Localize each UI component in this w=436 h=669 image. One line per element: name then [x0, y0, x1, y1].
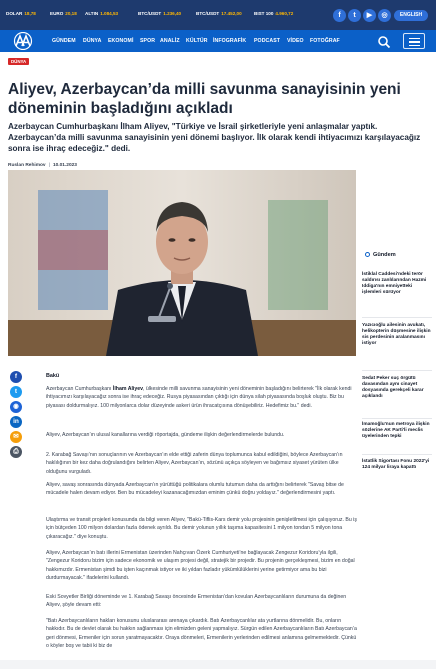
- aa-logo-icon[interactable]: [7, 32, 39, 50]
- ticker-btc-2[interactable]: BTC/USDT 17.452,00: [196, 11, 242, 16]
- main-navigation: [0, 30, 436, 52]
- ticker-altin[interactable]: ALTIN 1.084,53: [85, 11, 119, 16]
- nav-spor[interactable]: SPOR: [140, 38, 156, 44]
- language-switch-button[interactable]: ENGLISH: [394, 10, 428, 21]
- article-paragraph: Aliyev, savaş sonrasında dünyada Azerbaycan’ın yürüttüğü politikalara olumlu tutumun daha da arttığını belirterek "Savaş bitse de mücadele halen devam ediyor. Ben bu mücadeleyi kazanacağımızdan eminim çünkü doğru yoldayız." değerlendirmesini yaptı.: [46, 482, 344, 497]
- ticker-dolar[interactable]: DOLAR 18,78: [6, 11, 36, 16]
- ticker-bist[interactable]: BIST 100 4.960,72: [254, 11, 294, 16]
- share-facebook-icon[interactable]: f: [10, 371, 22, 383]
- article-meta: Ruslan Rehimov | 10.01.2023: [8, 163, 77, 168]
- sidebar-heading: Gündem: [365, 252, 396, 258]
- sidebar-divider: [362, 418, 432, 419]
- hamburger-menu-icon[interactable]: [403, 33, 425, 49]
- facebook-icon[interactable]: f: [333, 9, 346, 22]
- sidebar-divider: [362, 454, 432, 455]
- article-dateline: Bakü: [46, 373, 60, 379]
- article-hero-photo: [8, 170, 356, 356]
- search-icon[interactable]: [377, 35, 391, 49]
- nav-gundem[interactable]: GÜNDEM: [52, 38, 76, 44]
- share-linkedin-icon[interactable]: in: [10, 416, 22, 428]
- sidebar-news-item[interactable]: İstatlik Sigortası Fonu 2022'yi 124 milyar liraya kapattı: [362, 459, 430, 470]
- article-title: Aliyev, Azerbaycan’da milli savunma sanayisinin yeni döneminin başladığını açıkladı: [8, 81, 401, 117]
- instagram-icon[interactable]: ◎: [378, 9, 391, 22]
- nav-analiz[interactable]: ANALİZ: [160, 38, 180, 44]
- dot-icon: [365, 252, 370, 257]
- page-bottom-strip: [0, 660, 436, 669]
- article-paragraph: 2. Karabağ Savaşı’nın sonuçlarının ve Azerbaycan’ın elde ettiği zaferin dünya toplumunca kabul edildiğini, böylece Azerbaycan’ın haklılığının bir kez daha doğrulandığını belirten Aliyev, Azerbaycan’ın, sözünü açıkça söyleyen ve bağımsız siyaset yürüten ülke olduğunu vurguladı.: [46, 452, 343, 475]
- sidebar-news-item[interactable]: Sedat Peker suç örgütü davasından aynı cinayet dosyasında gerekçeli karar açıklandı: [362, 376, 424, 399]
- market-ticker-bar: [0, 0, 436, 30]
- sidebar-news-item[interactable]: Yazıcıoğlu ailesinin avukatı, helikopterin düşmesine ilişkin sis perdesinin aralanmasını istiyor: [362, 323, 431, 346]
- ticker-euro[interactable]: EURO 20,18: [50, 11, 77, 16]
- nav-infografik[interactable]: İNFOGRAFİK: [213, 38, 247, 44]
- category-badge[interactable]: DÜNYA: [8, 58, 29, 65]
- youtube-icon[interactable]: ▶: [363, 9, 376, 22]
- author-name[interactable]: Ruslan Rehimov: [8, 163, 46, 168]
- share-twitter-icon[interactable]: t: [10, 386, 22, 398]
- article-paragraph: "Batı Azerbaycanlıların hakları konusunu uluslararası arenaya çıkardık. Batı Azerbaycanlılar ata yurtlarına dönmelidir. Bu, onların hakkıdır. Bu de devlet olarak bu hakkın sağlanması için elimizden geleni yapmalıyız. Sürgün edilen Azerbaycanlıların Batı Azerbaycan’a geri dönmesi, Ermeniler için sorun yaratmayacaktır. Oraya dönmeleri, Ermenilerin yerlerinden edilmesi anlamına gelmemektedir. Çünkü o köyler boş ve tabii ki biz de: [46, 618, 357, 650]
- ticker-btc-1[interactable]: BTC/USDT 1.236,40: [138, 11, 182, 16]
- nav-ekonomi[interactable]: EKONOMİ: [108, 38, 134, 44]
- sidebar-news-item[interactable]: İstiklal Caddesi'ndeki terör saldırısı zanlılarından Hazmi Iddiga'nın emniyetteki işlemleri sürüyor: [362, 272, 427, 295]
- article-lead: Azerbaycan Cumhurbaşkanı İlham Aliyev, "Türkiye ve İsrail şirketleriyle yeni anlaşmalar yaptık. Azerbaycan’da milli savunma sanayisinin yeni dönemi başlıyor. İlk olarak kendi ihtiyacımızı karşılayacağız sonra ise ihraç edeceğiz." dedi.: [8, 122, 421, 153]
- sidebar-divider: [362, 317, 432, 318]
- article-paragraph: Eski Sovyetler Birliği döneminde ve 1. Karabağ Savaşı öncesinde Ermenistan’dan kovulan Azerbaycanlıların durumuna da değinen Aliyev, şöyle devam etti:: [46, 594, 347, 609]
- article-paragraph: Aliyev, Azerbaycan’ın batı illerini Ermenistan üzerinden Nahçıvan Özerk Cumhuriyeti’ne bağlayacak Zengezur Koridoru’yla ilgili, "Zengezur Koridoru bizim için sadece ekonomik ve ulaşım projesi değil, stratejik bir projedir. Bu projenin gerçekleşmesi, bizim en doğal hakkımızdır. Ermenistan şimdi bu işten kaçınmak istiyor ve iki yıldan fazladır yükümlülüklerini yerine getirmiyor ama bu bizi durdurmayacak." ifadelerini kullandı.: [46, 550, 355, 582]
- publish-date: 10.01.2023: [52, 163, 77, 168]
- share-email-icon[interactable]: ✉: [10, 431, 22, 443]
- share-messenger-icon[interactable]: ◉: [10, 401, 22, 413]
- article-paragraph: Azerbaycan Cumhurbaşkanı İlham Aliyev, ülkesinde milli savunma sanayisinin yeni döneminin başladığını belirterek "İlk olarak kendi ihtiyacımızı karşılayacağız sonra ise ihraç edeceğiz. Rusya piyasasından çıktığı için dünya silah piyasasında boşluk oluştu. Biz bu piyasası doldurmalıyız. 100 milyonlarca dolar düzeyinde askeri ürün ihracatçısına dönüşebiliriz. Hedefimiz bu." dedi.: [46, 386, 352, 409]
- nav-dunya[interactable]: DÜNYA: [83, 38, 102, 44]
- article-paragraph: Aliyev, Azerbaycan’ın ulusal kanallarına verdiği röportajda, gündeme ilişkin değerlendirmelerde bulundu.: [46, 432, 285, 438]
- nav-podcast[interactable]: PODCAST: [254, 38, 281, 44]
- nav-video[interactable]: VİDEO: [287, 38, 304, 44]
- article-paragraph: Ulaştırma ve transit projeleri konusunda da bilgi veren Aliyev, "Bakü-Tiflis-Kars demir yolu projesinin genişletilmesi için çalışıyoruz. Bu iş için bütçeden 100 milyon dolardan fazla ödenek ayrıldı. Bu demir yolunun yıllık taşıma kapasitesini 1 milyon tondan 5 milyon tona çıkaracağız." diye konuştu.: [46, 517, 357, 540]
- twitter-icon[interactable]: t: [348, 9, 361, 22]
- nav-fotograf[interactable]: FOTOĞRAF: [310, 38, 340, 44]
- sidebar-divider: [362, 370, 432, 371]
- nav-kultur[interactable]: KÜLTÜR: [186, 38, 208, 44]
- print-icon[interactable]: ⎙: [10, 446, 22, 458]
- sidebar-news-item[interactable]: İmamoğlu'nun metroya ilişkin sözlerine AK Parti'li meclis üyelerinden tepki: [362, 422, 430, 439]
